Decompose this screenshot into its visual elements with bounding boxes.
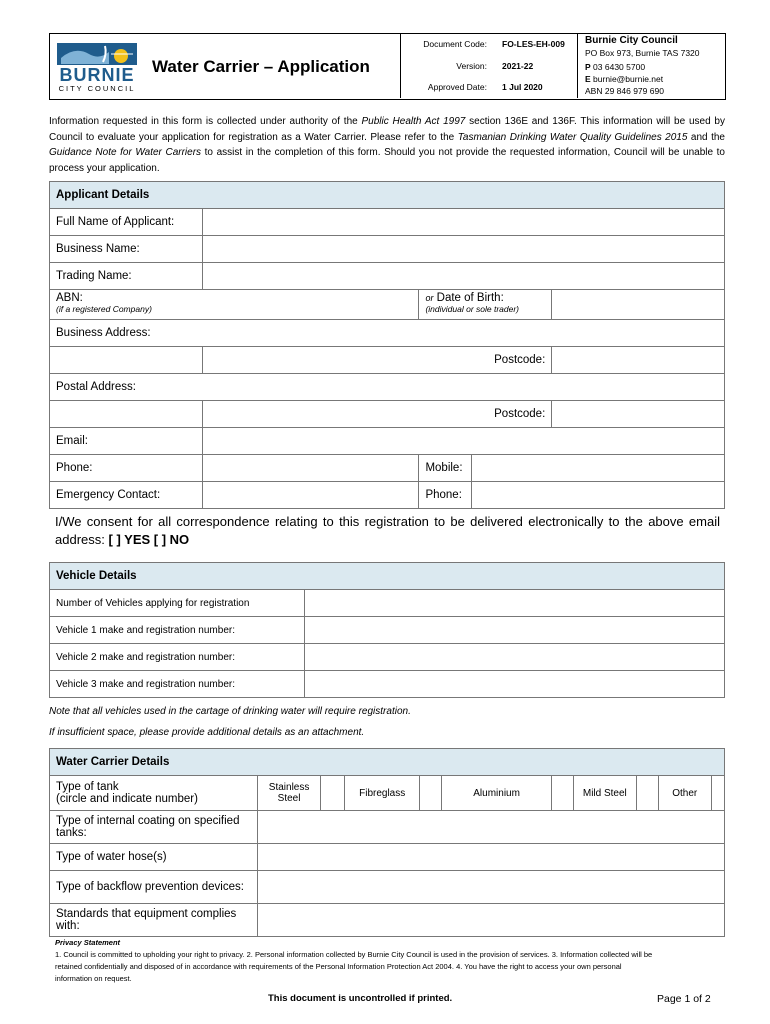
intro-text: to assist in the completion of this form. Should you not provide the requested information, Council will be unable to process your application. <box>49 147 725 174</box>
vehicle-row-label: Vehicle 2 make and registration number: <box>50 644 305 671</box>
vehicle-row-label: Vehicle 3 make and registration number: <box>50 671 305 698</box>
consent-text: I/We consent for all correspondence relating to this registration to be delivered electronically to the above email address: <box>55 514 720 547</box>
tank-number-box[interactable] <box>321 776 345 811</box>
approved-label: Approved Date: <box>427 82 487 92</box>
tank-option-fibreglass[interactable]: Fibreglass <box>344 776 419 811</box>
dob-note: (individual or sole trader) <box>425 304 519 314</box>
intro-text: section 136E and 136F. This information will be used by Council to evaluate your application for registration as a Water Carrier. Please refer to the <box>49 116 725 143</box>
abn-label: ABN: <box>56 292 83 304</box>
water-carrier-table <box>49 748 725 937</box>
section-heading: Vehicle Details <box>50 563 725 590</box>
email-field[interactable] <box>202 428 724 455</box>
council-address: PO Box 973, Burnie TAS 7320 <box>585 48 700 58</box>
tank-option-stainless[interactable]: Stainless Steel <box>257 776 321 811</box>
backflow-field[interactable] <box>257 871 724 904</box>
email-value: burnie@burnie.net <box>593 74 664 84</box>
field-label: Mobile: <box>419 455 472 482</box>
field-label: Phone: <box>50 455 203 482</box>
tank-option-aluminium[interactable]: Aluminium <box>442 776 552 811</box>
applicant-details-table <box>49 181 725 509</box>
council-name: Burnie City Council <box>585 35 678 46</box>
field-label: Emergency Contact: <box>50 482 203 509</box>
hose-field[interactable] <box>257 844 724 871</box>
vehicle-2-field[interactable] <box>304 644 724 671</box>
consent-options[interactable]: [ ] YES [ ] NO <box>108 532 190 547</box>
header-divider <box>400 33 401 98</box>
approved-value: 1 Jul 2020 <box>502 82 543 92</box>
tank-option-other[interactable]: Other <box>658 776 711 811</box>
full-name-field[interactable] <box>202 209 724 236</box>
intro-guidance-note: Guidance Note for Water Carriers <box>49 147 202 158</box>
business-name-field[interactable] <box>202 236 724 263</box>
phone-label: P <box>585 62 591 72</box>
privacy-statement <box>55 937 655 985</box>
burnie-logo <box>55 38 139 94</box>
field-label: Standards that equipment complies with: <box>50 904 258 937</box>
intro-paragraph <box>49 114 725 176</box>
field-label: Trading Name: <box>50 263 203 290</box>
header-divider <box>577 33 578 98</box>
doc-code-label: Document Code: <box>423 39 487 49</box>
vehicle-note: Note that all vehicles used in the cartage of drinking water will require registration. <box>49 706 411 717</box>
council-phone <box>585 62 645 72</box>
intro-text: and the <box>687 131 725 143</box>
doc-code-value: FO-LES-EH-009 <box>502 39 565 49</box>
field-label: Type of backflow prevention devices: <box>50 871 258 904</box>
version-label: Version: <box>456 61 487 71</box>
council-abn: ABN 29 846 979 690 <box>585 86 664 96</box>
tank-number-box[interactable] <box>711 776 724 811</box>
emergency-contact-field[interactable] <box>202 482 419 509</box>
tank-type-label: Type of tank <box>56 781 119 793</box>
consent-statement <box>55 513 720 549</box>
business-postcode-field[interactable] <box>552 347 725 374</box>
version-value: 2021-22 <box>502 61 534 71</box>
tank-number-box[interactable] <box>420 776 442 811</box>
intro-text: Information requested in this form is collected under authority of the <box>49 116 362 127</box>
field-label: Type of water hose(s) <box>50 844 258 871</box>
tank-type-note: (circle and indicate number) <box>56 793 198 805</box>
field-label: Full Name of Applicant: <box>50 209 203 236</box>
emergency-phone-field[interactable] <box>472 482 725 509</box>
attachment-note: If insufficient space, please provide additional details as an attachment. <box>49 727 365 738</box>
field-label: Phone: <box>419 482 472 509</box>
tank-number-box[interactable] <box>636 776 658 811</box>
blank-cell <box>50 401 203 428</box>
standards-field[interactable] <box>257 904 724 937</box>
trading-name-field[interactable] <box>202 263 724 290</box>
abn-label-cell[interactable] <box>50 290 419 320</box>
vehicle-3-field[interactable] <box>304 671 724 698</box>
email-label: E <box>585 74 591 84</box>
logo-text: BURNIE <box>59 65 135 85</box>
privacy-heading: Privacy Statement <box>55 938 121 947</box>
blank-cell <box>50 347 203 374</box>
postal-postcode-field[interactable] <box>552 401 725 428</box>
tank-number-box[interactable] <box>552 776 574 811</box>
section-heading: Applicant Details <box>50 182 725 209</box>
abn-note: (if a registered Company) <box>56 304 152 314</box>
page-title: Water Carrier – Application <box>152 57 370 76</box>
vehicle-row-label: Number of Vehicles applying for registration <box>50 590 305 617</box>
phone-value: 03 6430 5700 <box>593 62 646 72</box>
intro-guideline: Tasmanian Drinking Water Quality Guidelines 2015 <box>457 131 688 143</box>
vehicle-count-field[interactable] <box>304 590 724 617</box>
tank-type-label-cell <box>50 776 258 811</box>
page-number: Page 1 of 2 <box>657 993 711 1005</box>
field-label: Business Address: <box>50 320 725 347</box>
field-label: Postal Address: <box>50 374 725 401</box>
tank-option-mild-steel[interactable]: Mild Steel <box>573 776 636 811</box>
field-label: Type of internal coating on specified tanks: <box>50 811 258 844</box>
section-heading: Water Carrier Details <box>50 749 725 776</box>
uncontrolled-notice: This document is uncontrolled if printed. <box>268 993 453 1004</box>
postcode-label: Postcode: <box>202 347 551 374</box>
dob-label: Date of Birth: <box>433 292 504 304</box>
vehicle-details-table <box>49 562 725 698</box>
council-email <box>585 74 663 84</box>
vehicle-1-field[interactable] <box>304 617 724 644</box>
intro-act: Public Health Act 1997 <box>361 116 466 127</box>
field-label: Email: <box>50 428 203 455</box>
dob-field[interactable] <box>552 290 725 320</box>
mobile-field[interactable] <box>472 455 725 482</box>
logo-subtext: CITY COUNCIL <box>58 84 136 93</box>
coating-field[interactable] <box>257 811 724 844</box>
privacy-text: 1. Council is committed to upholding your right to privacy. 2. Personal information collected by Burnie City Council is used in the provision of services. 3. Information collected will be retained confidentially and disposed of in accordance with requirements of the Personal Information Protection Act 2004. 4. You have the right to access your own personal information on request. <box>55 950 653 983</box>
or-text: or <box>425 293 434 303</box>
field-label: Business Name: <box>50 236 203 263</box>
postcode-label: Postcode: <box>202 401 551 428</box>
phone-field[interactable] <box>202 455 419 482</box>
dob-label-cell <box>419 290 552 320</box>
vehicle-row-label: Vehicle 1 make and registration number: <box>50 617 305 644</box>
